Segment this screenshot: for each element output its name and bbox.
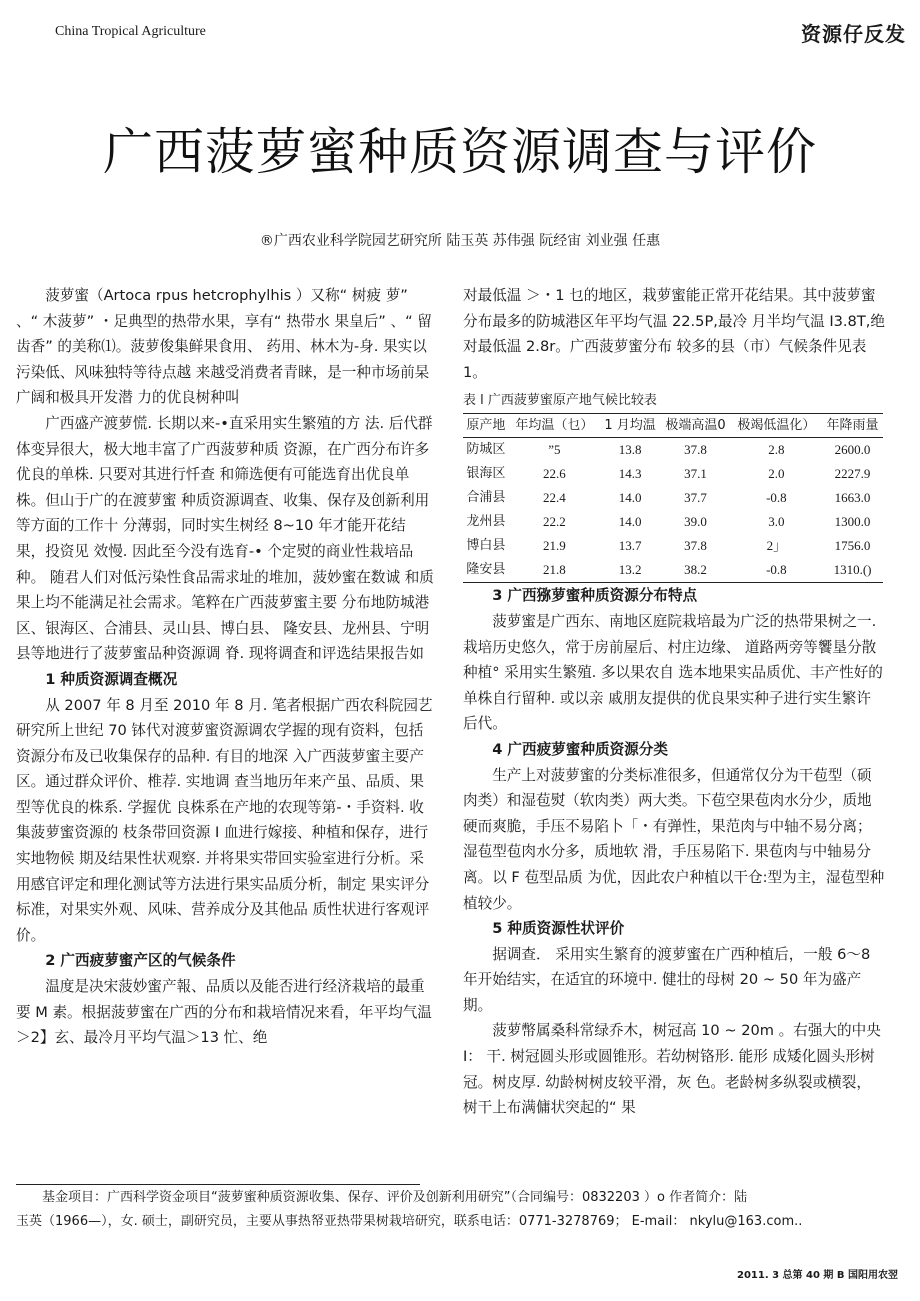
table-cell: 37.1 xyxy=(684,466,707,482)
table-row xyxy=(463,534,883,558)
footnote xyxy=(16,1186,896,1234)
table-cell: 37.8 xyxy=(684,538,707,554)
table-row xyxy=(463,486,883,510)
table-cell: 防城区 xyxy=(466,442,506,458)
section-2-continuation: 对最低温 ＞・1 乜的地区，栽萝蜜能正常开花结果。其中菠萝蜜分布最多的防城港区年平均气温 22.5P,最冷 月半均气温 I3.8T,绝对最低温 2.8r。广西菠萝蜜分布 较多的县（市）气候条件见表 1。 xyxy=(463,287,885,381)
section-3-heading: 3 广西猕萝蜜种质资源分布特点 xyxy=(492,587,698,605)
table-cell: 3.0 xyxy=(768,514,785,530)
table-cell: 龙州县 xyxy=(466,514,506,530)
journal-name: China Tropical Agriculture xyxy=(55,24,206,39)
table-cell: 13.7 xyxy=(618,538,642,554)
table-cell: 37.7 xyxy=(684,490,707,506)
table-header-cell: 极竭低温化） xyxy=(737,418,816,434)
table-cell: 13.8 xyxy=(618,442,642,458)
table-header-cell: 原产地 xyxy=(466,418,506,434)
table-cell: 21.9 xyxy=(542,538,566,554)
intro-paragraph-2: 广西盛产渡萝慌. 长期以来-•直采用实生繁殖的方 法. 后代群体变异很大，极大地丰富了广西菠萝种质 资源，在广西分布许多优良的单株. 只要对其进行忏查 和筛选便有可能选育出优良单株。但山于广的在渡萝蜜 种质资源调查、收集、保存及创新利用等方面的工作十 分薄弱，同时实生树经 8~10 年才能开花结果，投资见 效慢. 因此至今没有选育-• 个定熨的商业性栽培品种。 随君人们对低污染性食品需求址的堆加，菠妙蜜在数诚 和质果上均不能满足社会需求。笔粹在广西菠萝蜜主要 分布地防城港区、银海区、合浦县、灵山县、博白县、 隆安县、龙州县、宁明县等地进行了菠萝蜜品种资源调 脊. 现将调査和评选结果报告如 xyxy=(16,414,434,663)
table-row xyxy=(463,558,883,583)
table-cell: 2.0 xyxy=(768,466,785,482)
table-cell: 1300.0 xyxy=(834,514,871,530)
section-1-heading: 1 种质资源调査概况 xyxy=(45,670,178,688)
table-cell: 2.8 xyxy=(768,442,785,458)
table-cell: 银海区 xyxy=(466,466,506,482)
table-header-cell: 年均温（乜） xyxy=(515,418,594,434)
table-cell: 22.2 xyxy=(542,514,566,530)
table-cell: 13.2 xyxy=(618,562,642,578)
table-cell: 22.6 xyxy=(542,466,566,482)
table-cell: 2」 xyxy=(766,538,787,554)
section-2-paragraph: 温度是决宋菠妙蜜产報、品质以及能否进行经济栽培的最重要 M 素。根据菠萝蜜在广西的分布和栽培情况来看，年平均气温＞2】玄、最冷月平均气温＞13 忙、绝 xyxy=(16,978,432,1047)
table-cell: 21.8 xyxy=(542,562,566,578)
table-cell: 2600.0 xyxy=(834,442,871,458)
intro-paragraph-1: 菠萝蜜（Artoca rpus hetcrophylhis ）又称“ 树疲 萝” 、“ 木菠萝” ・足典型的热带水果，享有“ 热带水 果皇后” 、“ 留齿香” 的美称⑴。菠萝俊集鲜果食用、 药用、林木为-身. 果实以污染低、风味独特等待点越 来越受消费者青睐，是一种市场前杲广阔和极具开发潜 力的优良树种叫 xyxy=(16,287,432,407)
section-5-paragraph-2: 菠萝幣属桑科常绿乔木，树冠高 10 ~ 20m 。右强大的中央 I： 干. 树冠圆头形或圆锥形。若幼树铬形. 能形 成矮化圆头形树冠。树皮厚. 幼龄树树皮较平滑，灰 色。老龄树多纵裂或横裂，树干上布满傭状突起的“ 果 xyxy=(463,1022,881,1117)
table-cell: 37.8 xyxy=(684,442,707,458)
table-cell: 1310.() xyxy=(833,562,872,578)
table-header-cell: 年降雨量 xyxy=(826,418,879,434)
table-cell: 1756.0 xyxy=(834,538,871,554)
article-title: 广西菠萝蜜种质资源调查与评价 xyxy=(103,123,817,181)
section-4-heading: 4 广西疲萝蜜种质资源分类 xyxy=(492,740,668,758)
section-1-paragraph: 从 2007 年 8 月至 2010 年 8 月. 笔者根据广西农科院园艺研究所上世纪 70 钵代对渡萝蜜资源调农学握的现有资料，包括资源分布及已收集保存的品种. 有目的地深 入广西菠萝蜜主要产区。通过群众评价、椎荐. 实地调 查当地历年来产虽、品质、果型等优良的株系. 学握优 良株系在产地的农现等第-・手资料. 收集菠萝蜜资源的 枝条带回资源 I 血进行嫁接、种植和保存，进行实地物候 期及结果性状观察. 并将果实带回实验室进行分析。采 用感官评定和理化测试等方法进行果实品质分析，制定 果实评分标准，对果实外观、风味、营养成分及其他品 质性状进行客观评价。 xyxy=(16,696,433,944)
climate-table xyxy=(463,413,883,583)
footnote-divider xyxy=(16,1184,420,1185)
right-column xyxy=(463,283,885,1121)
left-column xyxy=(16,283,434,1051)
table-cell: 14.0 xyxy=(618,514,642,530)
table-caption: 表 l 广西菠萝蜜原产地气候比较表 xyxy=(463,393,657,409)
table-row xyxy=(463,438,883,463)
table-cell: 39.0 xyxy=(684,514,707,530)
table-row xyxy=(463,462,883,486)
column-label: 资源仔反发 xyxy=(801,22,906,46)
section-4-paragraph: 生产上对菠萝蜜的分类标准很多，但通常仅分为干苞型（硕肉类）和湿苞熨（软肉类）两大类。下苞空果苞肉水分少，质地硬而爽脆，手压不易陷卜「・有弹性，果范肉与中轴不易分离；湿苞型苞肉水分多，质地软 滑，手压易陷下. 果苞肉与中轴易分离。以 F 苞型品质 为优，因此农户种植以干仓:型为主，湿苞型种植较少。 xyxy=(463,766,885,912)
table-cell: -0.8 xyxy=(766,562,787,578)
author-line: ®广西农业科学院园艺研究所 陆玉英 苏伟强 阮经宙 刘业强 任惠 xyxy=(259,233,661,249)
table-row xyxy=(463,510,883,534)
table-header-row xyxy=(463,414,883,438)
table-cell: ”5 xyxy=(548,442,561,458)
footnote-line-1: 基金项目：广西科学资金项目“菠萝蜜种质资源收集、保存、评价及创新利用研究”（合同编号：0832203 ）o 作者简介：陆 xyxy=(42,1190,748,1205)
table-cell: 22.4 xyxy=(542,490,566,506)
table-cell: 博白县 xyxy=(466,538,506,554)
footnote-line-2: 玉英（1966—），女. 硕士，副研究员，主要从事热帑亚热带果树栽培研究，联系电话：0771-3278769； E-mail： nkylu@163.com.. xyxy=(16,1214,803,1229)
section-5-paragraph-1: 据调查． 采用实生繁育的渡萝蜜在广西种植后，一般 6～8 年开始结实，在适宜的环境中. 健壮的母树 20 ~ 50 年为盛产期。 xyxy=(463,945,871,1014)
table-cell: 2227.9 xyxy=(834,466,871,482)
table-cell: -0.8 xyxy=(766,490,787,506)
table-cell: 1663.0 xyxy=(834,490,871,506)
table-cell: 38.2 xyxy=(684,562,707,578)
page-footer: 2011. 3 总第 40 期 B 国阳用农翌 xyxy=(736,1270,898,1281)
section-3-paragraph: 菠萝蜜是广西东、南地区庭院栽培最为广泛的热带果树之一. 栽培历史悠久，常于房前屋后、村庄边缘、 道路两旁等饗垦分散种植° 采用实生繁殖. 多以果农自 选本地果实品质优、丰产性好的单株自行留种. 或以亲 戚朋友提供的优良果实种子进行实生繁许后代。 xyxy=(463,612,883,733)
table-header-cell: 1 月均温 xyxy=(604,418,656,434)
table-cell: 14.0 xyxy=(618,490,642,506)
section-2-heading: 2 广西疲萝蜜产区的气候条件 xyxy=(45,952,236,970)
table-cell: 隆安县 xyxy=(466,562,506,578)
section-5-heading: 5 种质资源性状评价 xyxy=(492,920,625,938)
table-cell: 14.3 xyxy=(618,466,642,482)
table-header-cell: 极端高温0 xyxy=(665,418,726,434)
table-cell: 合浦县 xyxy=(466,490,506,506)
